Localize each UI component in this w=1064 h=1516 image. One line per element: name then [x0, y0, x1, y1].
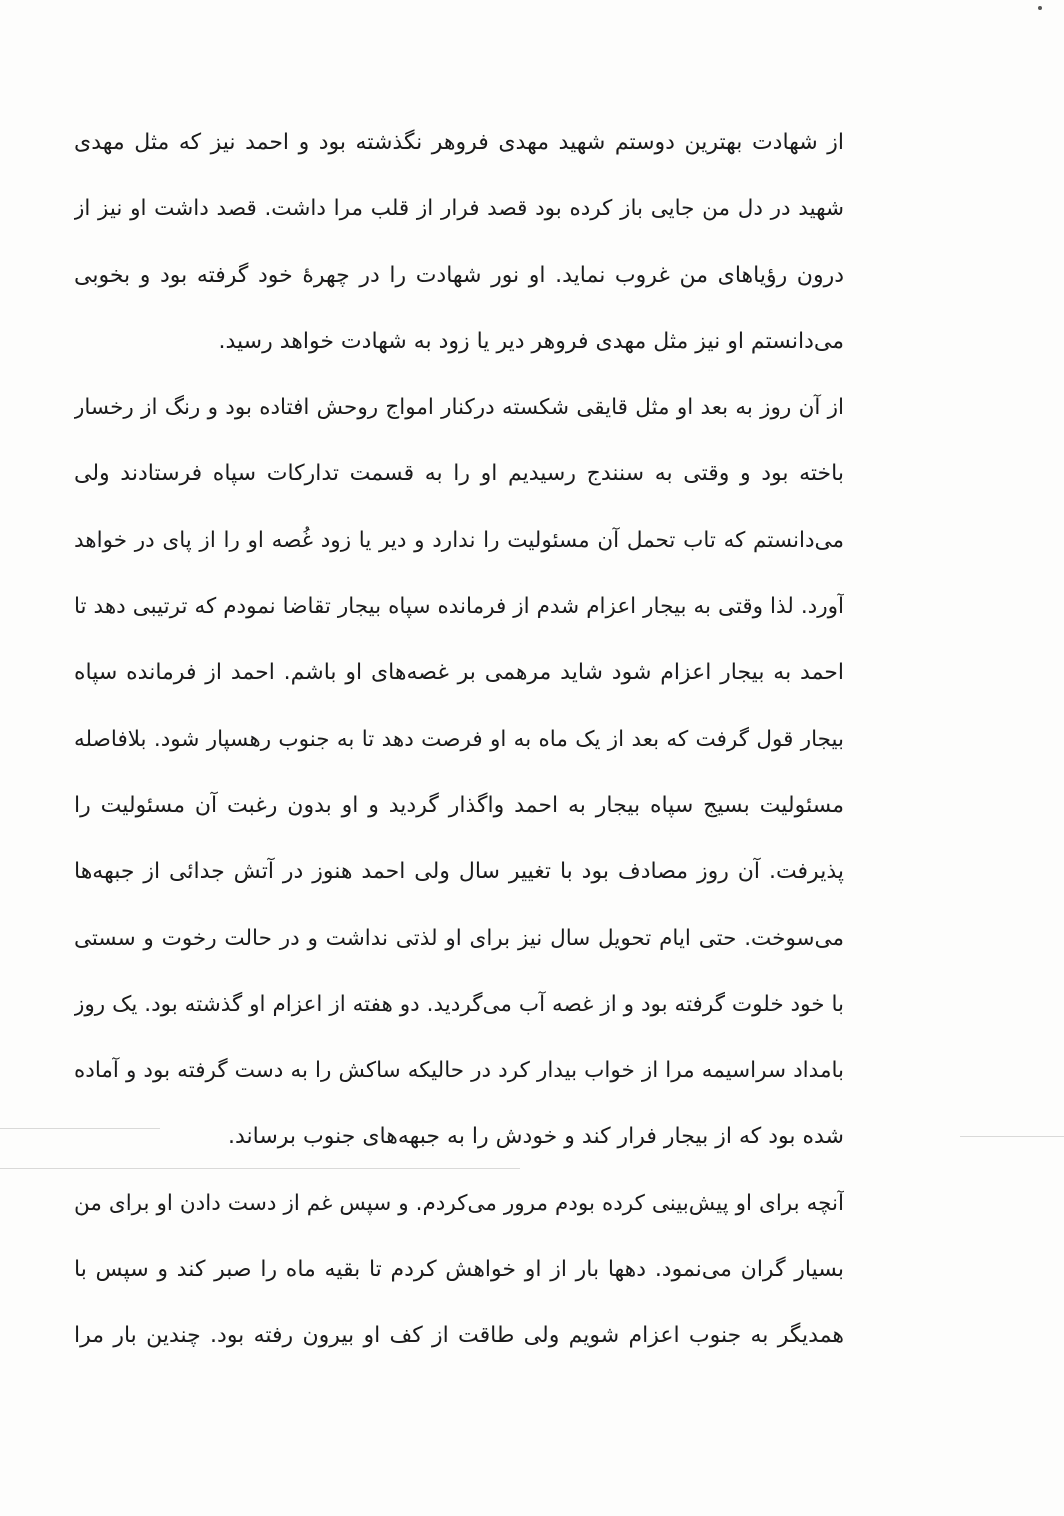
text-line: بیجار قول گرفت که بعد از یک ماه به او فرصت دهد تا به جنوب رهسپار شود. بلافاصله [74, 726, 844, 752]
text-line: از شهادت بهترین دوستم شهید مهدی فروهر نگذشته بود و احمد نیز که مثل مهدی [74, 130, 844, 155]
text-line: با خود خلوت گرفته بود و از غصه آب می‌گردید. دو هفته از اعزام او گذشته بود. یک روز [74, 991, 844, 1017]
text-line: آورد. لذا وقتی به بیجار اعزام شدم از فرمانده سپاه بیجار تقاضا نمودم که ترتیبی دهد تا [74, 594, 844, 620]
text-line: می‌دانستم او نیز مثل مهدی فروهر دیر یا زود به شهادت خواهد رسید. [218, 328, 844, 354]
text-line: درون رؤیاهای من غروب نماید. او نور شهادت را در چهرهٔ خود گرفته بود و بخوبی [74, 262, 844, 288]
scan-streak [960, 1136, 1064, 1137]
text-line: پذیرفت. آن روز مصادف بود با تغییر سال ولی احمد هنوز در آتش جدائی از جبهه‌ها [74, 859, 844, 885]
text-line: آنچه برای او پیش‌بینی کرده بودم مرور می‌کردم. و سپس غم از دست دادن او برای من [74, 1190, 844, 1216]
text-line: شهید در دل من جایی باز کرده بود قصد فرار از قلب مرا داشت. قصد داشت او نیز از [74, 196, 844, 222]
scan-speck [1038, 6, 1042, 10]
scan-streak [0, 1128, 160, 1129]
text-line: می‌سوخت. حتی ایام تحویل سال نیز برای او لذتی نداشت و در حالت رخوت و سستی [74, 925, 844, 951]
text-line: بسیار گران می‌نمود. دهها بار از او خواهش کردم تا بقیه ماه را صبر کند و سپس با [74, 1257, 844, 1283]
text-line: احمد به بیجار اعزام شود شاید مرهمی بر غصه‌های او باشم. احمد از فرمانده سپاه [74, 660, 844, 686]
text-line: مسئولیت بسیج سپاه بیجار به احمد واگذار گردید و او بدون رغبت آن مسئولیت را [74, 792, 844, 818]
text-line: از آن روز به بعد او مثل قایقی شکسته درکنار امواج روحش افتاده بود و رنگ از رخسار [74, 395, 844, 421]
text-line: شده بود که از بیجار فرار کند و خودش را به جبهه‌های جنوب برساند. [227, 1124, 844, 1150]
text-line: بامداد سراسیمه مرا از خواب بیدار کرد در حالیکه ساکش را به دست گرفته بود و آماده [74, 1058, 844, 1084]
text-line: همدیگر به جنوب اعزام شویم ولی طاقت از کف او بیرون رفته بود. چندین بار مرا [74, 1323, 844, 1349]
text-line: می‌دانستم که تاب تحمل آن مسئولیت را ندارد و دیر یا زود غُصه او را از پای در خواهد [74, 527, 844, 553]
scan-streak [0, 1168, 520, 1169]
page-body-text [74, 110, 844, 1370]
text-line: باخته بود و وقتی به سنندج رسیدیم او را به قسمت تدارکات سپاه فرستادند ولی [74, 461, 844, 487]
